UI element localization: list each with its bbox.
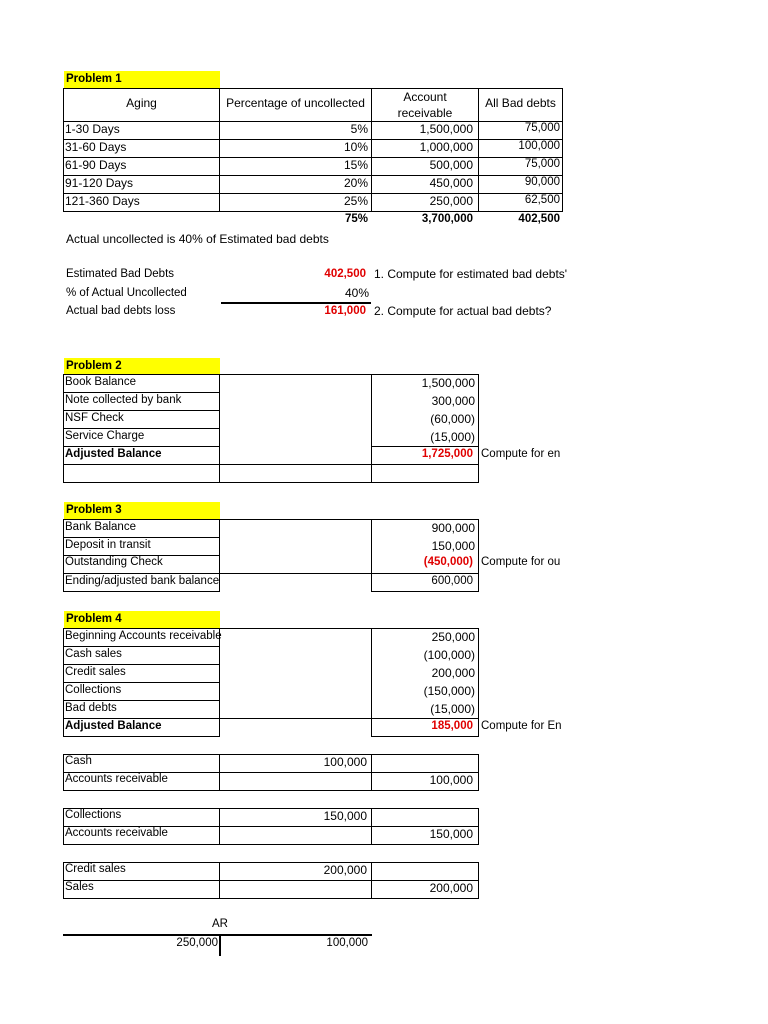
aging-percentage: 20% [343,176,368,190]
journal-entry-debit-account: Collections [65,809,122,821]
ending-bank-balance-label: Ending/adjusted bank balance [65,575,220,587]
problem-2-row-label: Note collected by bank [65,394,182,406]
journal-entry-debit-account: Cash [65,755,92,767]
problem-2-row-value: (60,000) [430,412,475,426]
problem-4-row-label: Collections [65,684,122,696]
problem-3-title-text: Problem 3 [66,504,122,516]
problem-1-title [64,71,220,88]
aging-percentage: 10% [343,140,368,154]
journal-entry-credit-amount: 150,000 [429,827,473,841]
problem-3-row-value: 150,000 [431,539,475,553]
problem-4-adjusted-label: Adjusted Balance [65,720,162,732]
journal-entry-credit-amount: 200,000 [429,881,473,895]
problem-2-row-label: NSF Check [65,412,124,424]
question-1: 1. Compute for estimated bad debts' [374,267,568,281]
problem-3-row-label: Bank Balance [65,521,136,533]
aging-bucket: 121-360 Days [65,194,140,208]
aging-bad-debts: 100,000 [518,140,560,152]
t-account-debit: 250,000 [176,937,218,949]
problem-4-title-text: Problem 4 [66,613,122,625]
journal-entry-credit-account: Accounts receivable [65,773,168,785]
aging-header: Aging [126,96,157,110]
problem-3-row-value: 900,000 [431,521,475,535]
journal-entry-debit-amount: 150,000 [323,809,367,823]
aging-bucket: 31-60 Days [65,140,127,154]
journal-entry-debit-amount: 200,000 [323,863,367,877]
journal-entry-credit-amount: 100,000 [429,773,473,787]
ending-bank-balance-value: 600,000 [431,575,473,587]
actual-bad-debts-loss-value: 161,000 [324,305,366,317]
estimated-bad-debts-value: 402,500 [324,268,366,280]
problem-4-row-label: Credit sales [65,666,126,678]
problem-2-title-text: Problem 2 [66,360,122,372]
pct-actual-uncollected-label: % of Actual Uncollected [66,287,187,299]
aging-bad-debts: 62,500 [524,194,560,206]
problem-4-adjusted-value: 185,000 [431,720,473,732]
problem-2-row-value: 300,000 [431,394,475,408]
aging-percentage: 15% [343,158,368,172]
problem-2-adjusted-label: Adjusted Balance [65,448,162,460]
problem-4-row-label: Beginning Accounts receivable [65,630,222,642]
problem-4-title [64,611,220,628]
journal-entry-credit-account: Sales [65,881,94,893]
actual-bad-debts-loss-label: Actual bad debts loss [66,305,176,317]
aging-bad-debts: 90,000 [524,176,560,188]
aging-account-receivable: 1,000,000 [419,140,473,154]
percentage-header: Percentage of uncollected [226,96,365,110]
problem-4-row-value: 200,000 [431,666,475,680]
aging-account-receivable: 250,000 [429,194,473,208]
aging-percentage: 5% [350,122,368,136]
aging-account-receivable: 1,500,000 [419,122,473,136]
estimated-bad-debts-label: Estimated Bad Debts [66,268,175,280]
journal-entry-debit-account: Credit sales [65,863,126,875]
t-account-credit: 100,000 [326,937,368,949]
problem-2-title [64,358,220,374]
problem-3-row-label: Deposit in transit [65,539,151,551]
outstanding-check-label: Outstanding Check [65,556,163,568]
pct-actual-uncollected-value: 40% [344,286,369,300]
problem-2-adjusted-value: 1,725,000 [421,448,473,460]
aging-bad-debts: 75,000 [524,158,560,170]
total-account-receivable: 3,700,000 [421,213,473,225]
aging-bucket: 91-120 Days [65,176,134,190]
actual-uncollected-note: Actual uncollected is 40% of Estimated bad debts [66,232,329,246]
problem-4-row-label: Cash sales [65,648,122,660]
problem-4-row-value: (100,000) [423,648,475,662]
aging-percentage: 25% [343,194,368,208]
problem-4-row-value: 250,000 [431,630,475,644]
problem-2-row-value: (15,000) [430,430,475,444]
problem-2-row-value: 1,500,000 [421,376,475,390]
t-account-title: AR [212,918,228,930]
aging-bucket: 1-30 Days [65,122,120,136]
outstanding-check-value: (450,000) [423,556,473,568]
aging-bad-debts: 75,000 [524,122,560,134]
aging-account-receivable: 450,000 [429,176,473,190]
problem-1-title-text: Problem 1 [66,73,122,85]
problem-2-row-label: Service Charge [65,430,145,442]
all-bad-debts-header: All Bad debts [485,96,556,110]
total-percentage: 75% [344,213,368,225]
problem-3-note: Compute for ou [481,556,561,568]
problem-4-row-value: (150,000) [423,684,475,698]
problem-2-row-label: Book Balance [65,376,136,388]
problem-4-row-label: Bad debts [65,702,117,714]
problem-4-row-value: (15,000) [430,702,475,716]
aging-bucket: 61-90 Days [65,158,127,172]
total-bad-debts: 402,500 [518,213,560,225]
problem-3-title [64,502,220,519]
aging-account-receivable: 500,000 [429,158,473,172]
journal-entry-debit-amount: 100,000 [323,755,367,769]
question-2: 2. Compute for actual bad debts? [374,304,552,318]
problem-4-note: Compute for En [481,720,562,732]
journal-entry-credit-account: Accounts receivable [65,827,168,839]
account-receivable-header: Account receivable [397,90,453,120]
problem-2-note: Compute for en [481,448,561,460]
